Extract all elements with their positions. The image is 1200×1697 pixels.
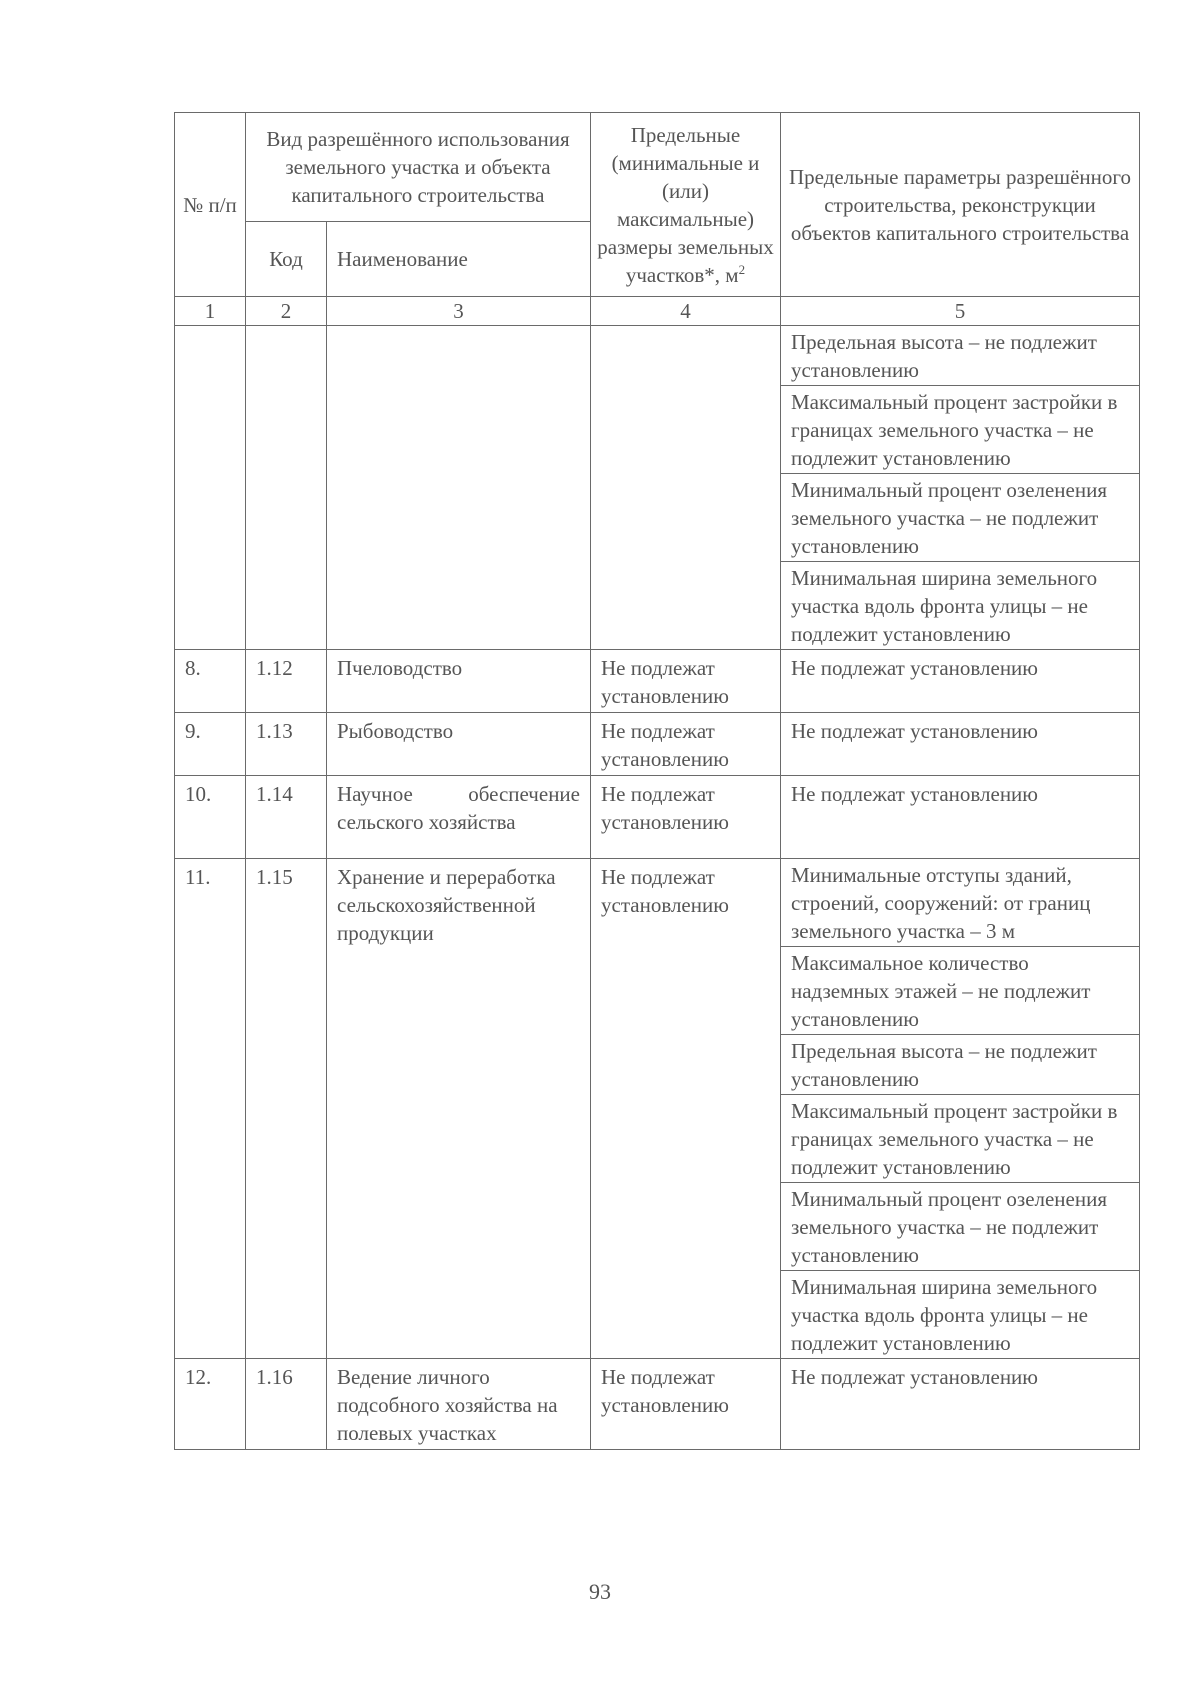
row-num: 9. — [175, 713, 246, 776]
header-naim: Наименование — [327, 222, 591, 297]
table-row — [175, 859, 1140, 1359]
param-item: Предельная высота – не подлежит установлению — [781, 1035, 1139, 1095]
param-item: Минимальный процент озеленения земельного участка – не подлежит установлению — [781, 1183, 1139, 1271]
table-row — [175, 713, 1140, 776]
row-size: Не подлежат установлению — [591, 859, 781, 1359]
row-name: Ведение личного подсобного хозяйства на полевых участках — [327, 1359, 591, 1450]
row-code: 1.15 — [246, 859, 327, 1359]
index-cell: 3 — [327, 297, 591, 326]
param-item: Предельная высота – не подлежит установлению — [781, 326, 1139, 386]
row-name — [327, 776, 591, 859]
row-code: 1.16 — [246, 1359, 327, 1450]
header-kod: Код — [246, 222, 327, 297]
cell-empty — [327, 326, 591, 650]
row-size: Не подлежат установлению — [591, 1359, 781, 1450]
params-cell — [781, 326, 1140, 650]
header-row — [175, 113, 1140, 222]
row-code: 1.13 — [246, 713, 327, 776]
index-cell: 2 — [246, 297, 327, 326]
cell-empty — [591, 326, 781, 650]
header-num: № п/п — [175, 113, 246, 297]
row-size: Не подлежат установлению — [591, 776, 781, 859]
row-size: Не подлежат установлению — [591, 713, 781, 776]
params-cell — [781, 859, 1140, 1359]
row-name: Хранение и переработка сельскохозяйственной продукции — [327, 859, 591, 1359]
param-item: Минимальная ширина земельного участка вдоль фронта улицы – не подлежит установлению — [791, 1275, 1098, 1355]
row-num: 10. — [175, 776, 246, 859]
table-row — [175, 650, 1140, 713]
param-item: Минимальная ширина земельного участка вдоль фронта улицы – не подлежит установлению — [791, 566, 1098, 646]
row-params: Не подлежат установлению — [781, 776, 1140, 859]
header-vid: Вид разрешённого использования земельного участка и объекта капитального строительства — [246, 113, 591, 222]
row-size: Не подлежат установлению — [591, 650, 781, 713]
row-params: Не подлежат установлению — [781, 713, 1140, 776]
header-sizes-sup: 2 — [738, 261, 746, 277]
row-num: 12. — [175, 1359, 246, 1450]
row-code: 1.12 — [246, 650, 327, 713]
table-row — [175, 1359, 1140, 1450]
cell-empty — [246, 326, 327, 650]
param-item: Минимальные отступы зданий, строений, сооружений: от границ земельного участка – 3 м — [781, 859, 1139, 947]
row-num: 8. — [175, 650, 246, 713]
param-item: Минимальный процент озеленения земельного участка – не подлежит установлению — [781, 474, 1139, 562]
row-num: 11. — [175, 859, 246, 1359]
param-item: Максимальный процент застройки в границах земельного участка – не подлежит установлению — [781, 1095, 1139, 1183]
table-row — [175, 776, 1140, 859]
cell-empty — [175, 326, 246, 650]
index-cell: 4 — [591, 297, 781, 326]
index-row — [175, 297, 1140, 326]
param-item: Максимальный процент застройки в границах земельного участка – не подлежит установлению — [781, 386, 1139, 474]
index-cell: 1 — [175, 297, 246, 326]
table-row-continuation — [175, 326, 1140, 650]
row-name: Рыбоводство — [327, 713, 591, 776]
header-sizes — [591, 113, 781, 297]
param-item: Максимальное количество надземных этажей – не подлежит установлению — [781, 947, 1139, 1035]
row-name-line: сельского хозяйства — [337, 810, 516, 834]
row-code: 1.14 — [246, 776, 327, 859]
row-params: Не подлежат установлению — [781, 650, 1140, 713]
page-number: 93 — [589, 1579, 611, 1604]
row-name-line: Научное обеспечение — [337, 782, 580, 806]
row-name: Пчеловодство — [327, 650, 591, 713]
row-params: Не подлежат установлению — [781, 1359, 1140, 1450]
header-sizes-text: Предельные (минимальные и (или) максимальные) размеры земельных участков*, м — [597, 122, 774, 287]
index-cell: 5 — [781, 297, 1140, 326]
header-params: Предельные параметры разрешённого строительства, реконструкции объектов капитального строительства — [781, 113, 1140, 297]
land-use-table — [174, 112, 1140, 1450]
